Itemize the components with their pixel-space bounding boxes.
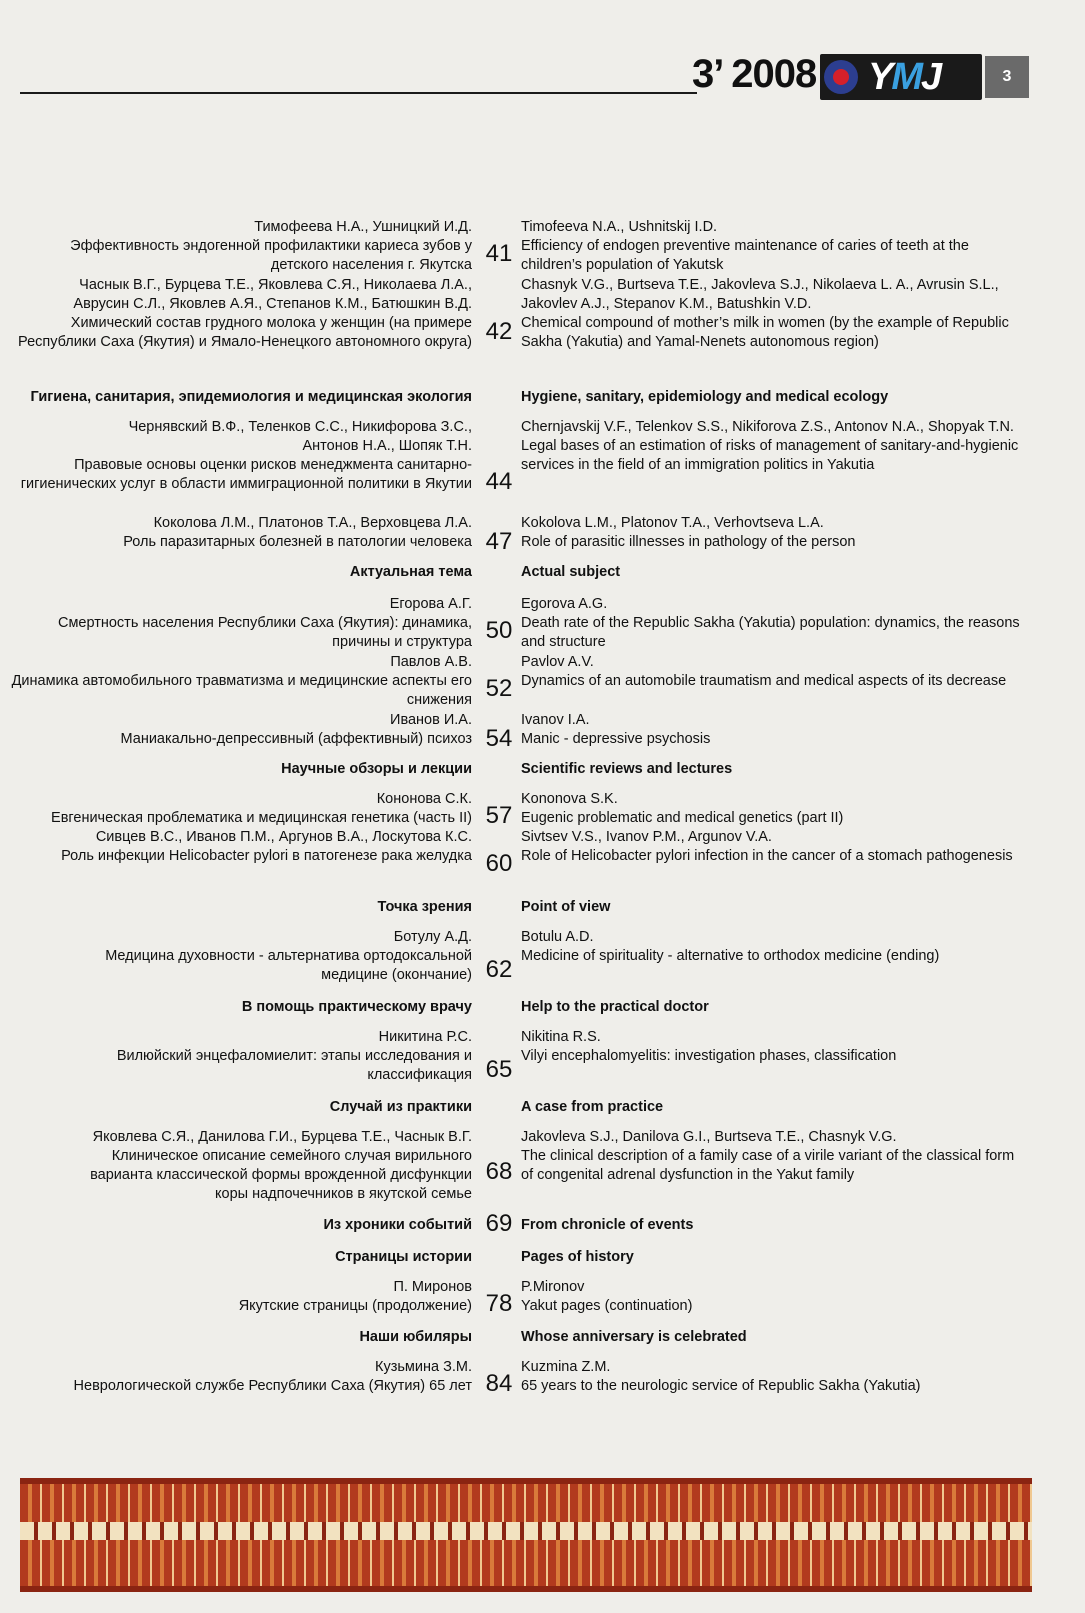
toc-en-title: Chemical compound of mother’s milk in women (by the example of Republic Sakha (Yakutia) and Yamal-Nenets autonomous region) (521, 315, 1009, 350)
toc-page: 44 (485, 468, 513, 495)
logo-text: YMJ (868, 56, 941, 98)
section-en: From chronicle of events (521, 1217, 694, 1233)
toc-ru-authors: П. Миронов (393, 1279, 472, 1295)
toc-ru-authors: Кононова С.К. (376, 791, 472, 807)
toc-ru-authors: Павлов А.В. (390, 654, 472, 670)
toc-en-authors: Egorova A.G. (521, 596, 608, 612)
toc-page: 57 (485, 802, 513, 829)
toc-ru-authors: Коколова Л.М., Платонов Т.А., Верховцева Л.А. (153, 515, 472, 531)
toc-ru-title: Роль паразитарных болезней в патологии человека (123, 534, 472, 550)
toc-en (521, 514, 1021, 552)
toc-en-title: Yakut pages (continuation) (521, 1298, 693, 1314)
toc-ru-authors: Чернявский В.Ф., Теленков С.С., Никифорова З.С., Антонов Н.А., Шопяк Т.Н. (128, 419, 472, 454)
toc-page: 50 (485, 617, 513, 644)
toc-en-authors: Timofeeva N.A., Ushnitskij I.D. (521, 219, 718, 235)
toc-page: 52 (485, 675, 513, 702)
toc-en-title: Medicine of spirituality - alternative to orthodox medicine (ending) (521, 948, 940, 964)
toc-page: 60 (485, 850, 513, 877)
toc-page: 47 (485, 528, 513, 555)
toc-ru-authors: Егорова А.Г. (389, 596, 472, 612)
toc-ru (0, 790, 472, 828)
toc-ru (0, 653, 472, 710)
section-en: Actual subject (521, 564, 621, 580)
toc-en-authors: Kononova S.K. (521, 791, 618, 807)
section-en: Help to the practical doctor (521, 999, 709, 1015)
toc-page: 78 (485, 1290, 513, 1317)
toc-page: 68 (485, 1158, 513, 1185)
toc-en-title: Dynamics of an automobile traumatism and medical aspects of its decrease (521, 673, 1007, 689)
toc-en (521, 828, 1021, 866)
toc-ru-authors: Никитина Р.С. (378, 1029, 472, 1045)
toc-en-authors: Chasnyk V.G., Burtseva T.E., Jakovleva S.J., Nikolaeva L. A., Avrusin S.L., Jakovlev A.J., Stepanov K.M., Batushkin V.D. (521, 277, 999, 312)
toc-ru-authors: Сивцев В.С., Иванов П.М., Аргунов В.А., Лоскутова К.С. (95, 829, 472, 845)
toc-ru-authors: Часнык В.Г., Бурцева Т.Е., Яковлева С.Я., Николаева Л.А., Аврусин С.Л., Яковлев А.Я., Степанов К.М., Батюшкин В.Д. (73, 277, 472, 312)
toc-ru (0, 514, 472, 552)
toc-en (521, 711, 1021, 749)
section-ru: Случай из практики (329, 1099, 472, 1115)
toc-ru-title: Медицина духовности - альтернатива ортодоксальной медицине (окончание) (105, 948, 472, 983)
toc-en (521, 1278, 1021, 1316)
toc-ru-title: Евгеническая проблематика и медицинская генетика (часть II) (51, 810, 472, 826)
toc-en (521, 276, 1021, 352)
section-en: Whose anniversary is celebrated (521, 1329, 747, 1345)
toc-ru-authors: Кузьмина З.М. (375, 1359, 472, 1375)
toc-en (521, 928, 1021, 966)
toc-ru-title: Роль инфекции Helicobacter pylori в патогенезе рака желудка (61, 848, 472, 864)
issue-label: 3’ 2008 (692, 52, 817, 96)
toc-en (521, 1028, 1021, 1066)
toc-en-authors: Pavlov A.V. (521, 654, 594, 670)
section-en: Point of view (521, 899, 611, 915)
toc-ru-title: Неврологической службе Республики Саха (Якутия) 65 лет (73, 1378, 472, 1394)
toc-en-authors: Botulu A.D. (521, 929, 594, 945)
section-ru: Из хроники событий (323, 1217, 472, 1233)
toc-en-title: Efficiency of endogen preventive maintenance of caries of teeth at the children’s population of Yakutsk (521, 238, 969, 273)
toc-en-title: Role of parasitic illnesses in pathology of the person (521, 534, 856, 550)
toc-en-title: 65 years to the neurologic service of Republic Sakha (Yakutia) (521, 1378, 921, 1394)
toc-ru-authors: Тимофеева Н.А., Ушницкий И.Д. (254, 219, 472, 235)
toc-en-authors: Sivtsev V.S., Ivanov P.M., Argunov V.A. (521, 829, 772, 845)
toc-ru (0, 828, 472, 866)
toc-ru-title: Маниакально-депрессивный (аффективный) психоз (120, 731, 472, 747)
toc-ru (0, 595, 472, 652)
toc-en-authors: Ivanov I.A. (521, 712, 590, 728)
section-ru: Точка зрения (377, 899, 472, 915)
toc-page: 62 (485, 956, 513, 983)
section-ru: В помощь практическому врачу (241, 999, 472, 1015)
toc-ru (0, 1028, 472, 1085)
toc-en-authors: P.Mironov (521, 1279, 585, 1295)
toc-en-authors: Chernjavskij V.F., Telenkov S.S., Nikiforova Z.S., Antonov N.A., Shopyak T.N. (521, 419, 1014, 435)
toc-ru-authors: Яковлева С.Я., Данилова Г.И., Бурцева Т.Е., Часнык В.Г. (92, 1129, 472, 1145)
toc-en-title: Legal bases of an estimation of risks of management of sanitary-and-hygienic services in the field of an immigration politics in Yakutia (521, 438, 1019, 473)
toc-ru-title: Вилюйский энцефаломиелит: этапы исследования и классификация (116, 1048, 472, 1083)
toc-page: 65 (485, 1056, 513, 1083)
toc-ru (0, 1128, 472, 1204)
toc-en-authors: Nikitina R.S. (521, 1029, 601, 1045)
toc-en-authors: Kokolova L.M., Platonov T.A., Verhovtseva L.A. (521, 515, 824, 531)
toc-en (521, 1128, 1021, 1185)
toc-ru (0, 418, 472, 494)
toc-en (521, 595, 1021, 652)
toc-ru (0, 276, 472, 352)
toc-en-authors: Kuzmina Z.M. (521, 1359, 611, 1375)
toc-en-authors: Jakovleva S.J., Danilova G.I., Burtseva T.E., Chasnyk V.G. (521, 1129, 897, 1145)
toc-en (521, 653, 1021, 691)
toc-ru (0, 928, 472, 985)
toc-ru-title: Химический состав грудного молока у женщин (на примере Республики Саха (Якутия) и Ямало-Ненецкого автономного округа) (18, 315, 472, 350)
section-en: Scientific reviews and lectures (521, 761, 733, 777)
toc-page: 84 (485, 1370, 513, 1397)
toc-en-title: Eugenic problematic and medical genetics (part II) (521, 810, 844, 826)
section-en: Pages of history (521, 1249, 634, 1265)
toc-ru (0, 1358, 472, 1396)
journal-logo (820, 54, 982, 100)
toc-en (521, 790, 1021, 828)
section-en: Hygiene, sanitary, epidemiology and medical ecology (521, 389, 889, 405)
toc-page: 54 (485, 725, 513, 752)
toc-ru-title: Якутские страницы (продолжение) (238, 1298, 472, 1314)
toc-ru (0, 1278, 472, 1316)
toc-ru-authors: Иванов И.А. (390, 712, 472, 728)
ornamental-border (20, 1478, 1032, 1592)
toc-page: 42 (485, 318, 513, 345)
toc-en-title: Role of Helicobacter pylori infection in the cancer of a stomach pathogenesis (521, 848, 1013, 864)
toc-ru-title: Смертность населения Республики Саха (Якутия): динамика, причины и структура (57, 615, 472, 650)
section-ru: Гигиена, санитария, эпидемиология и медицинская экология (30, 389, 472, 405)
section-ru: Научные обзоры и лекции (281, 761, 472, 777)
toc-ru-title: Клиническое описание семейного случая вирильного варианта классической формы врожденной дисфункции коры надпочечников в якутской семье (90, 1148, 472, 1202)
toc-ru (0, 218, 472, 275)
toc-en-title: The clinical description of a family case of a virile variant of the classical form of congenital adrenal dysfunction in the Yakut family (521, 1148, 1015, 1183)
section-ru: Наши юбиляры (359, 1329, 472, 1345)
section-ru: Страницы истории (335, 1249, 472, 1265)
toc-en-title: Death rate of the Republic Sakha (Yakutia) population: dynamics, the reasons and structure (521, 615, 1020, 650)
toc-en-title: Vilyi encephalomyelitis: investigation phases, classification (521, 1048, 897, 1064)
toc-ru-title: Эффективность эндогенной профилактики кариеса зубов у детского населения г. Якутска (70, 238, 472, 273)
section-en: A case from practice (521, 1099, 664, 1115)
logo-emblem-icon (824, 60, 858, 94)
header-rule (20, 92, 697, 94)
page-number: 3 (985, 56, 1029, 98)
ornament-band (20, 1522, 1032, 1540)
toc-ru-authors: Ботулу А.Д. (393, 929, 472, 945)
toc-en (521, 218, 1021, 275)
toc-ru-title: Правовые основы оценки рисков менеджмента санитарно-гигиенических услуг в области иммиграционной политики в Якутии (20, 457, 472, 492)
toc-en (521, 1358, 1021, 1396)
toc-en-title: Manic - depressive psychosis (521, 731, 711, 747)
toc-en (521, 418, 1021, 475)
toc-page: 41 (485, 240, 513, 267)
toc-page: 69 (485, 1210, 513, 1237)
toc-ru (0, 711, 472, 749)
toc-ru-title: Динамика автомобильного травматизма и медицинские аспекты его снижения (11, 673, 472, 708)
section-ru: Актуальная тема (349, 564, 472, 580)
